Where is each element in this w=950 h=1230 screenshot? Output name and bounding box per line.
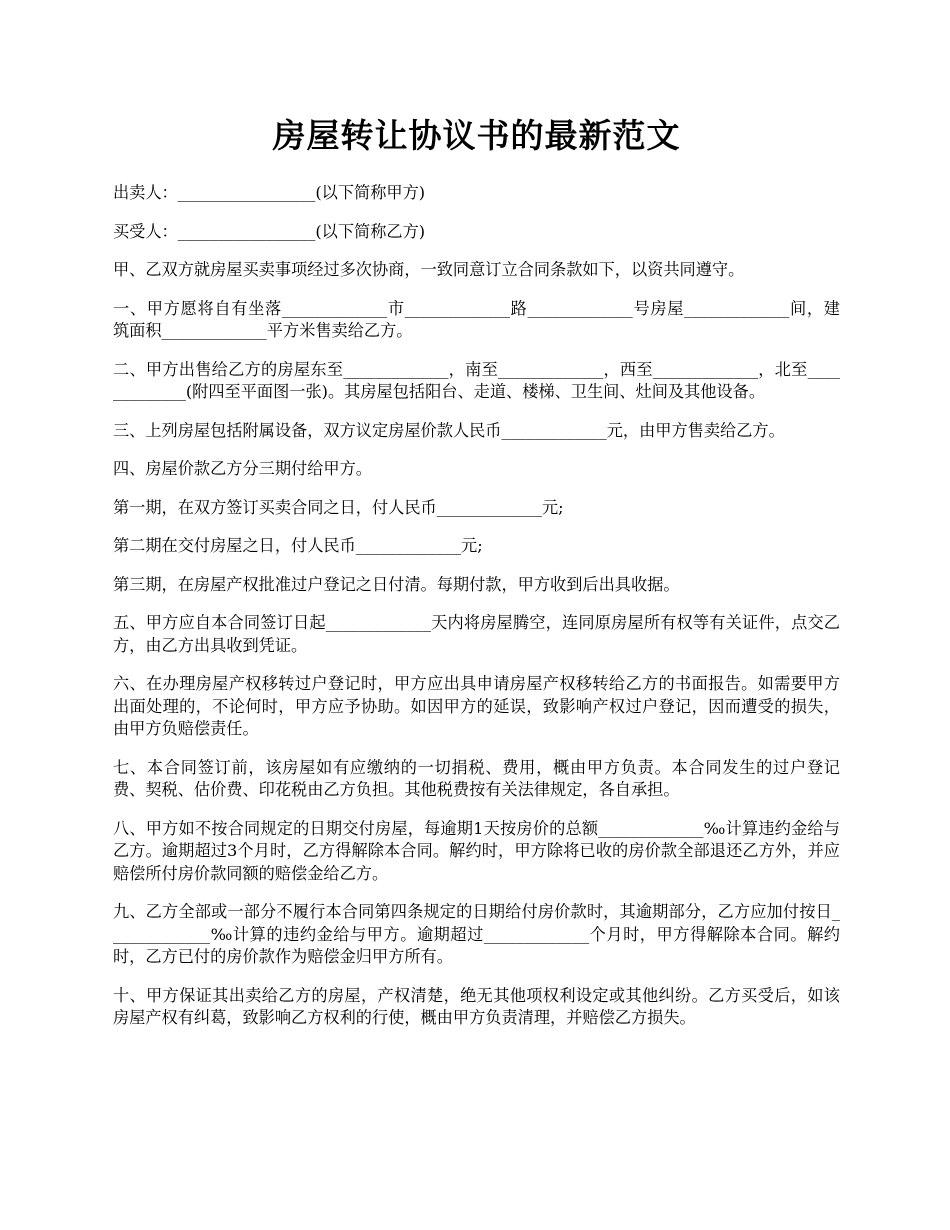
clause-8: 八、甲方如不按合同规定的日期交付房屋，每逾期1天按房价的总额_____________‰计算违约金给与乙方。逾期超过3个月时，乙方得解除本合同。解约时，甲方除将已收的房价款全部退还乙方外，并应赔偿所付房价款同额的赔偿金给乙方。 <box>113 818 840 883</box>
clause-1: 一、甲方愿将自有坐落_____________市_____________路_____________号房屋_____________间，建筑面积_____________平方米售卖给乙方。 <box>113 298 840 340</box>
clause-7: 七、本合同签订前，该房屋如有应缴纳的一切捐税、费用，概由甲方负责。本合同发生的过户登记费、契税、估价费、印花税由乙方负担。其他税费按有关法律规定，各自承担。 <box>113 757 840 799</box>
payment-phase-2: 第二期在交付房屋之日，付人民币_____________元; <box>113 536 483 555</box>
document-title: 房屋转让协议书的最新范文 <box>272 116 681 155</box>
payment-phase-3: 第三期，在房屋产权批准过户登记之日付清。每期付款，甲方收到后出具收据。 <box>113 574 680 594</box>
clause-5: 五、甲方应自本合同签订日起_____________天内将房屋腾空，连同原房屋所有权等有关证件，点交乙方，由乙方出具收到凭证。 <box>113 613 840 655</box>
seller-line: 出卖人：_________________(以下简称甲方) <box>113 183 426 202</box>
payment-phase-1: 第一期，在双方签订买卖合同之日，付人民币_____________元; <box>113 497 564 517</box>
buyer-line: 买受人：_________________(以下简称乙方) <box>113 221 426 241</box>
clause-4: 四、房屋价款乙方分三期付给甲方。 <box>113 459 372 478</box>
clause-3: 三、上列房屋包括附属设备，双方议定房屋价款人民币_____________元，由甲方售卖给乙方。 <box>113 420 785 440</box>
clause-9: 九、乙方全部或一部分不履行本合同第四条规定的日期给付房价款时，其逾期部分，乙方应加付按日_____________‰计算的违约金给与甲方。逾期超过_____________个月时，甲方得解除本合同。解约时，乙方已付的房价款作为赔偿金归甲方所有。 <box>113 902 840 966</box>
clause-6: 六、在办理房屋产权移转过户登记时，甲方应出具申请房屋产权移转给乙方的书面报告。如需要甲方出面处理的，不论何时，甲方应予协助。如因甲方的延误，致影响产权过户登记，因而遭受的损失，由甲方负赔偿责任。 <box>113 674 840 738</box>
clause-2: 二、甲方出售给乙方的房屋东至_____________，南至_____________，西至_____________，北至_____________(附四至平面图一张)。其房屋包括阳台、走道、楼梯、卫生间、灶间及其他设备。 <box>113 359 840 401</box>
preamble: 甲、乙双方就房屋买卖事项经过多次协商，一致同意订立合同条款如下，以资共同遵守。 <box>113 260 745 279</box>
document-page <box>113 108 840 1030</box>
clause-10: 十、甲方保证其出卖给乙方的房屋，产权清楚，绝无其他项权利设定或其他纠纷。乙方买受后，如该房屋产权有纠葛，致影响乙方权利的行使，概由甲方负责清理，并赔偿乙方损失。 <box>113 985 840 1027</box>
